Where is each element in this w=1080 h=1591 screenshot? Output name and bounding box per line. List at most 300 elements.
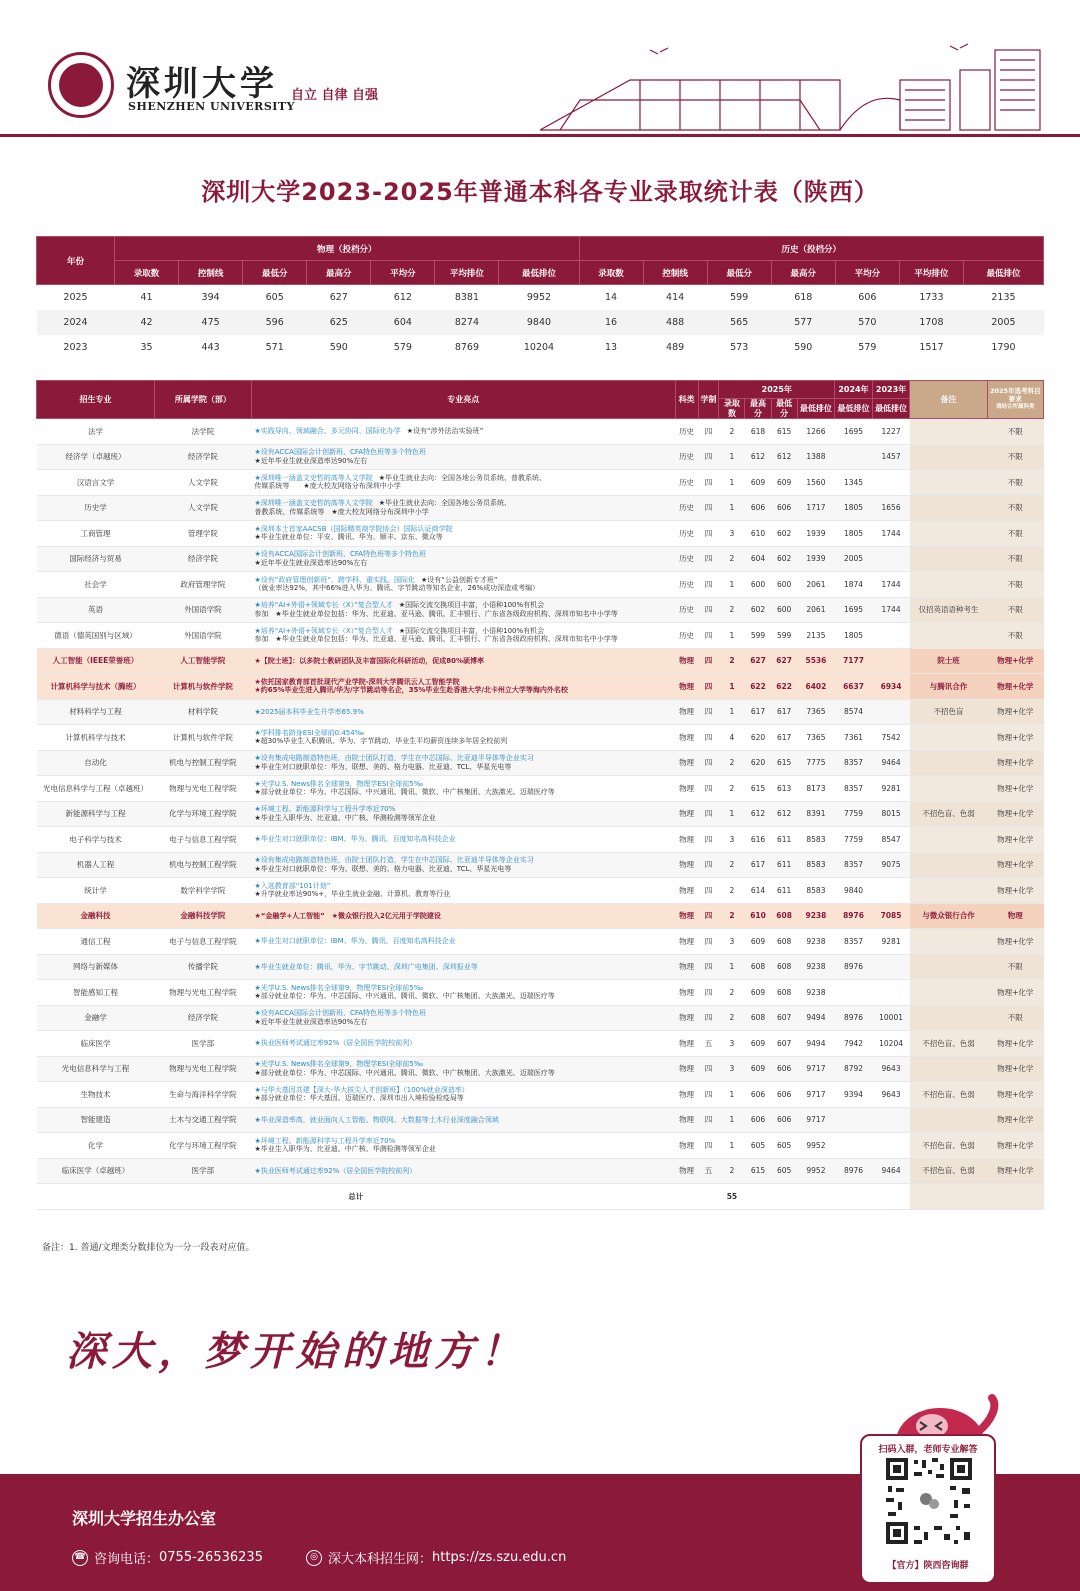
highlight-text: ★学科排名跻身ESI全球前0.454‰ <box>254 728 365 737</box>
college-name: 外国语学院 <box>154 623 251 649</box>
min-rank-2024: 9840 <box>835 878 873 904</box>
min-rank-2025: 7775 <box>797 750 835 776</box>
highlight-line-2: 参加 ★毕业生就业单位包括：华为、比亚迪、亚马逊、腾讯、汇丰银行、广东省各级政府机构、深圳市知名中小学等 <box>254 635 618 644</box>
college-name: 材料学院 <box>154 699 251 725</box>
note: 不招色盲、色弱 <box>910 801 987 827</box>
college-name: 数学科学学院 <box>154 878 251 904</box>
highlight-text: ★培养“AI+外语+领域专长（X）”复合型人才 <box>254 626 393 635</box>
max-score: 605 <box>745 1133 771 1159</box>
highlight-text: ★毕业生对口就职单位：IBM、华为、腾讯、百度知名高科技企业 <box>254 937 456 946</box>
subject-requirement: 物理+化学 <box>987 1082 1043 1108</box>
highlight-line-2: ★近年毕业生就业深造率达90%左右 <box>254 558 368 567</box>
major-name: 工商管理 <box>37 521 155 547</box>
major-name: 临床医学 <box>37 1031 155 1057</box>
summary-physics-cell: 8769 <box>454 341 480 353</box>
history-col-2: 最低分 <box>707 261 771 285</box>
min-rank-2025: 8391 <box>797 801 835 827</box>
min-rank-2025: 2135 <box>797 623 835 649</box>
table-row <box>37 648 1044 674</box>
col-duration: 学制 <box>698 381 719 419</box>
highlight-cell <box>251 878 675 904</box>
min-rank-2025: 8583 <box>797 852 835 878</box>
qr-card <box>860 1434 996 1584</box>
col-highlight: 专业亮点 <box>251 381 675 419</box>
highlight-text-b: ★设有“公益创新专才班” <box>420 575 498 584</box>
min-score: 608 <box>771 954 797 980</box>
table-row <box>37 623 1044 649</box>
note: 院士班 <box>910 648 987 674</box>
min-rank-2023 <box>872 648 910 674</box>
col-2023: 2023年 <box>872 381 910 399</box>
major-name: 金融学 <box>37 1005 155 1031</box>
summary-history-cell: 1733 <box>919 291 944 303</box>
min-rank-2023: 7085 <box>872 903 910 929</box>
min-rank-2025: 9717 <box>797 1082 835 1108</box>
highlight-cell <box>251 521 675 547</box>
summary-physics-cell: 590 <box>329 341 348 353</box>
note <box>910 1056 987 1082</box>
duration: 四 <box>698 623 719 649</box>
subject-requirement: 物理 <box>987 903 1043 929</box>
history-col-4: 平均分 <box>835 261 899 285</box>
qr-code-icon[interactable] <box>884 1456 974 1546</box>
count: 2 <box>719 903 745 929</box>
header-divider <box>0 134 1080 137</box>
globe-icon: ◎ <box>306 1550 322 1566</box>
duration: 四 <box>698 597 719 623</box>
logo-cn: 深圳大学 <box>126 64 278 104</box>
subject-requirement: 物理+化学 <box>987 980 1043 1006</box>
min-rank-2024: 7942 <box>835 1031 873 1057</box>
subject: 物理 <box>675 674 698 700</box>
table-row <box>37 1005 1044 1031</box>
table-row <box>37 1031 1044 1057</box>
min-rank-2024: 2005 <box>835 546 873 572</box>
table-row <box>37 954 1044 980</box>
highlight-cell <box>251 929 675 955</box>
duration: 四 <box>698 546 719 572</box>
col-college: 所属学院（部） <box>154 381 251 419</box>
min-rank-2024: 8976 <box>835 1005 873 1031</box>
highlight-line-2: ★近年毕业生就业深造率达90%左右 <box>254 456 368 465</box>
min-rank-2025: 1939 <box>797 521 835 547</box>
min-rank-2025: 9717 <box>797 1107 835 1133</box>
min-rank-2025: 9952 <box>797 1158 835 1184</box>
subject: 历史 <box>675 623 698 649</box>
duration: 四 <box>698 648 719 674</box>
min-rank-2024: 1805 <box>835 623 873 649</box>
summary-history-cell: 1790 <box>991 341 1016 353</box>
subject-requirement: 不限 <box>987 623 1043 649</box>
highlight-line-2: ★约65%毕业生进入腾讯/华为/字节跳动等名企，35%毕业生赴香港大学/北卡州立大学等海内外名校 <box>254 686 568 695</box>
max-score: 614 <box>745 878 771 904</box>
note <box>910 725 987 751</box>
min-rank-2025: 5536 <box>797 648 835 674</box>
min-rank-2024 <box>835 980 873 1006</box>
highlight-cell <box>251 444 675 470</box>
subject: 历史 <box>675 597 698 623</box>
subject-requirement: 物理+化学 <box>987 1107 1043 1133</box>
subject-requirement: 物理+化学 <box>987 725 1043 751</box>
table-row <box>37 1133 1044 1159</box>
min-rank-2025: 9952 <box>797 1133 835 1159</box>
highlight-cell <box>251 954 675 980</box>
history-col-6: 最低排位 <box>963 261 1043 285</box>
min-score: 605 <box>771 1133 797 1159</box>
min-score: 602 <box>771 546 797 572</box>
table-row <box>37 699 1044 725</box>
highlight-text: ★入选教育部“101计划” <box>254 881 331 890</box>
min-rank-2024: 7177 <box>835 648 873 674</box>
major-name: 化学 <box>37 1133 155 1159</box>
min-rank-2023: 1744 <box>872 597 910 623</box>
min-rank-2023: 9464 <box>872 750 910 776</box>
highlight-cell <box>251 1133 675 1159</box>
highlight-cell <box>251 852 675 878</box>
highlight-text: ★与华大基因共建【深大-华大拔尖人才创新班】（100%就业深造率） <box>254 1085 469 1094</box>
duration: 四 <box>698 776 719 802</box>
college-name: 物理与光电工程学院 <box>154 1056 251 1082</box>
highlight-cell <box>251 1005 675 1031</box>
summary-physics-cell: 9840 <box>499 310 579 335</box>
highlight-line-2: ★毕业生就业单位：平安、腾讯、华为、顺丰、京东、微众等 <box>254 533 443 542</box>
note: 与微众银行合作 <box>910 903 987 929</box>
summary-physics-cell: 596 <box>243 310 307 335</box>
college-name: 电子与信息工程学院 <box>154 929 251 955</box>
min-rank-2023 <box>872 470 910 496</box>
table-row <box>37 1082 1044 1108</box>
college-name: 政府管理学院 <box>154 572 251 598</box>
highlight-text: ★毕业深造率高，就业面向人工智能、物联网、大数据等土木行业深度融合领域 <box>254 1115 499 1124</box>
min-score: 605 <box>771 1158 797 1184</box>
min-rank-2024: 1695 <box>835 597 873 623</box>
min-rank-2023: 8547 <box>872 827 910 853</box>
min-score: 613 <box>771 776 797 802</box>
college-name: 人工智能学院 <box>154 648 251 674</box>
highlight-text-b: ★毕业生就业去向：全国各地公务员系统、 <box>378 499 511 508</box>
physics-col-6: 最低排位 <box>499 261 579 285</box>
table-row <box>37 980 1044 1006</box>
major-name: 计算机科学与技术（腾班） <box>37 674 155 700</box>
summary-history-cell: 618 <box>794 291 813 303</box>
summary-physics-cell: 612 <box>393 291 412 303</box>
highlight-line-1 <box>254 856 672 865</box>
summary-history-cell: 2005 <box>963 310 1043 335</box>
highlight-text: ★环境工程、新能源科学与工程升学率近70% <box>254 1136 396 1145</box>
col-minrank-2023: 最低排位 <box>872 399 910 419</box>
count: 2 <box>719 597 745 623</box>
highlight-line-2: ★升学就业率达90%+，毕业生就业金融、计算机、教育等行业 <box>254 890 451 899</box>
duration: 四 <box>698 521 719 547</box>
highlight-line-1 <box>254 1167 672 1176</box>
subject: 物理 <box>675 903 698 929</box>
subject: 物理 <box>675 750 698 776</box>
subject-requirement: 不限 <box>987 572 1043 598</box>
max-score: 609 <box>745 1056 771 1082</box>
highlight-cell <box>251 1031 675 1057</box>
max-score: 620 <box>745 750 771 776</box>
note: 仅招英语语种考生 <box>910 597 987 623</box>
subject: 物理 <box>675 1005 698 1031</box>
min-rank-2025: 8583 <box>797 878 835 904</box>
summary-row <box>37 310 1044 335</box>
min-rank-2023: 1744 <box>872 572 910 598</box>
highlight-text: ★设有ACCA国际会计创新班、CFA特色班等多个特色班 <box>254 1009 427 1018</box>
min-score: 609 <box>771 470 797 496</box>
subject-requirement: 不限 <box>987 419 1043 445</box>
history-col-1: 控制线 <box>643 261 707 285</box>
subject: 物理 <box>675 801 698 827</box>
page-title: 深圳大学2023-2025年普通本科各专业录取统计表（陕西） <box>201 178 879 206</box>
max-score: 604 <box>745 546 771 572</box>
duration: 四 <box>698 1056 719 1082</box>
highlight-cell <box>251 1082 675 1108</box>
major-name: 智能建造 <box>37 1107 155 1133</box>
min-score: 599 <box>771 623 797 649</box>
college-name: 电子与信息工程学院 <box>154 827 251 853</box>
table-row <box>37 470 1044 496</box>
subject-requirement: 不限 <box>987 495 1043 521</box>
summary-physics-cell: 625 <box>307 310 371 335</box>
major-name: 德语（德英国别与区域） <box>37 623 155 649</box>
footer-phone <box>72 1548 263 1567</box>
min-rank-2024: 8976 <box>835 903 873 929</box>
count: 2 <box>719 878 745 904</box>
subject-requirement: 物理+化学 <box>987 648 1043 674</box>
subject-requirement: 物理+化学 <box>987 1056 1043 1082</box>
min-rank-2025: 9494 <box>797 1005 835 1031</box>
physics-col-3: 最高分 <box>307 261 371 285</box>
college-name: 经济学院 <box>154 546 251 572</box>
site-link[interactable]: https://zs.szu.edu.cn <box>432 1550 567 1565</box>
highlight-line-2: ★部分就业单位：华为、中芯国际、中兴通讯、腾讯、微软、中广核集团、大族激光、迈瑞医疗等 <box>254 1068 555 1077</box>
subject-requirement: 不限 <box>987 444 1043 470</box>
highlight-line-1 <box>254 448 672 457</box>
min-score: 606 <box>771 495 797 521</box>
summary-physics-cell: 8274 <box>435 310 499 335</box>
count: 1 <box>719 699 745 725</box>
table-row <box>37 572 1044 598</box>
logo-en: SHENZHEN UNIVERSITY <box>128 100 295 113</box>
highlight-cell <box>251 623 675 649</box>
duration: 四 <box>698 470 719 496</box>
note <box>910 827 987 853</box>
table-row <box>37 750 1044 776</box>
highlight-text: ★毕业生对口就职单位：IBM、华为、腾讯、百度知名高科技企业 <box>254 835 456 844</box>
highlight-line-1 <box>254 550 672 559</box>
count: 3 <box>719 521 745 547</box>
table-row <box>37 878 1044 904</box>
summary-year: 2023 <box>63 341 88 353</box>
highlight-line-1 <box>254 657 672 666</box>
major-name: 材料科学与工程 <box>37 699 155 725</box>
max-score: 617 <box>745 852 771 878</box>
col-req-sub: 请结合所属科类 <box>996 404 1035 411</box>
table-row <box>37 1158 1044 1184</box>
subject: 物理 <box>675 1133 698 1159</box>
min-rank-2023: 1656 <box>872 495 910 521</box>
highlight-line-1 <box>254 1116 672 1125</box>
duration: 四 <box>698 674 719 700</box>
summary-physics-cell: 9952 <box>526 291 552 303</box>
slogan: 深大，梦开始的地方！ <box>66 1328 526 1375</box>
count: 2 <box>719 419 745 445</box>
min-rank-2024: 7361 <box>835 725 873 751</box>
summary-physics-cell: 35 <box>140 341 153 353</box>
min-score: 606 <box>771 1082 797 1108</box>
college-name: 土木与交通工程学院 <box>154 1107 251 1133</box>
college-name: 医学部 <box>154 1031 251 1057</box>
physics-group-header: 物理（投档分） <box>115 237 580 261</box>
min-rank-2025: 1560 <box>797 470 835 496</box>
total-empty <box>745 1184 910 1210</box>
remark: 备注：1. 普通/文理类分数排位为一分一段表对应值。 <box>42 1243 255 1253</box>
major-name: 历史学 <box>37 495 155 521</box>
table-row <box>37 852 1044 878</box>
subject: 物理 <box>675 725 698 751</box>
min-rank-2025: 9238 <box>797 929 835 955</box>
highlight-line-1 <box>254 963 672 972</box>
min-score: 600 <box>771 572 797 598</box>
min-score: 622 <box>771 674 797 700</box>
highlight-cell <box>251 546 675 572</box>
highlight-text-b: ★毕业生就业去向：全国各地公务员系统、普教系统、 <box>378 473 546 482</box>
total-count: 55 <box>719 1184 745 1210</box>
phone-icon: ☎ <box>72 1550 88 1566</box>
summary-physics-cell: 41 <box>140 291 153 303</box>
highlight-cell <box>251 699 675 725</box>
subject-requirement: 物理+化学 <box>987 699 1043 725</box>
subject: 历史 <box>675 495 698 521</box>
max-score: 610 <box>745 903 771 929</box>
duration: 四 <box>698 980 719 1006</box>
min-rank-2024 <box>835 1107 873 1133</box>
major-name: 计算机科学与技术 <box>37 725 155 751</box>
note: 不招色盲 <box>910 699 987 725</box>
min-score: 607 <box>771 1005 797 1031</box>
min-rank-2025: 9717 <box>797 1056 835 1082</box>
duration: 四 <box>698 572 719 598</box>
duration: 四 <box>698 827 719 853</box>
highlight-text: ★培养“AI+外语+领域专长（X）”复合型人才 <box>254 601 393 610</box>
highlight-line-2: ★近年毕业生就业深造率达90%左右 <box>254 1017 368 1026</box>
college-name: 管理学院 <box>154 521 251 547</box>
highlight-line-1 <box>254 754 672 763</box>
major-name: 临床医学（卓越班） <box>37 1158 155 1184</box>
min-rank-2025: 7365 <box>797 725 835 751</box>
subject: 历史 <box>675 470 698 496</box>
highlight-text: ★深圳唯一涵盖文史哲的高等人文学院 <box>254 473 373 482</box>
note <box>910 623 987 649</box>
highlight-cell <box>251 648 675 674</box>
max-score: 606 <box>745 495 771 521</box>
count: 1 <box>719 1107 745 1133</box>
col-req <box>987 381 1043 419</box>
duration: 四 <box>698 929 719 955</box>
college-name: 外国语学院 <box>154 597 251 623</box>
max-score: 627 <box>745 648 771 674</box>
min-rank-2023 <box>872 954 910 980</box>
count: 1 <box>719 1133 745 1159</box>
major-name: 光电信息科学与工程（卓越班） <box>37 776 155 802</box>
highlight-text: ★设有集成电路制造特色班，由院士团队打造，学生在中芯国际、比亚迪半导体等企业实习 <box>254 856 534 865</box>
summary-history-cell: 13 <box>604 341 618 353</box>
table-row <box>37 776 1044 802</box>
highlight-line-2: （就业率达92%，其中66%进入华为、腾讯、字节跳动等知名企业，26%成功深造或考编） <box>254 584 540 593</box>
min-rank-2025: 8173 <box>797 776 835 802</box>
duration: 四 <box>698 419 719 445</box>
highlight-line-1 <box>254 708 672 717</box>
summary-history-cell: 577 <box>771 310 835 335</box>
duration: 四 <box>698 878 719 904</box>
count: 1 <box>719 495 745 521</box>
college-name: 金融科技学院 <box>154 903 251 929</box>
subject: 物理 <box>675 1056 698 1082</box>
count: 1 <box>719 623 745 649</box>
highlight-text: ★执业医师考试通过率92%（居全国医学院校前列） <box>254 1039 417 1048</box>
summary-history-cell: 2135 <box>991 291 1016 303</box>
max-score: 609 <box>745 470 771 496</box>
max-score: 612 <box>745 801 771 827</box>
duration: 四 <box>698 725 719 751</box>
max-score: 618 <box>745 419 771 445</box>
duration: 四 <box>698 852 719 878</box>
table-row <box>37 1056 1044 1082</box>
subject-requirement: 物理+化学 <box>987 1133 1043 1159</box>
highlight-text: ★毕业生就业单位：腾讯、华为、字节跳动、深圳广电集团、深圳报业等 <box>254 962 478 971</box>
phone-number[interactable]: 0755-26536235 <box>159 1550 263 1565</box>
subject: 物理 <box>675 1158 698 1184</box>
university-seal-icon <box>48 52 114 118</box>
subject-requirement: 物理+化学 <box>987 801 1043 827</box>
summary-physics-cell: 605 <box>265 291 284 303</box>
note <box>910 419 987 445</box>
min-rank-2024: 9394 <box>835 1082 873 1108</box>
highlight-text-b: ★设有“涉外法治实验班” <box>406 427 484 436</box>
duration: 四 <box>698 495 719 521</box>
summary-physics-cell: 8381 <box>454 291 480 303</box>
table-row <box>37 597 1044 623</box>
highlight-line-1 <box>254 1039 672 1048</box>
note <box>910 1107 987 1133</box>
min-rank-2025: 2061 <box>797 572 835 598</box>
subject-requirement: 物理+化学 <box>987 827 1043 853</box>
duration: 四 <box>698 954 719 980</box>
subject-requirement: 物理+化学 <box>987 674 1043 700</box>
min-rank-2024: 8976 <box>835 954 873 980</box>
highlight-text: ★执业医师考试通过率92%（居全国医学院校前列） <box>254 1166 417 1175</box>
min-score: 602 <box>771 521 797 547</box>
history-group-header: 历史（投档分） <box>579 237 1044 261</box>
college-name: 计算机与软件学院 <box>154 674 251 700</box>
min-rank-2023: 9643 <box>872 1056 910 1082</box>
table-row <box>37 801 1044 827</box>
count: 2 <box>719 776 745 802</box>
highlight-cell <box>251 903 675 929</box>
history-col-5: 平均排位 <box>899 261 963 285</box>
highlight-text: ★设有“政府管理创新班”，跨学科、重实践、国际化 <box>254 575 415 584</box>
highlight-text: ★“金融学+人工智能” ★微众银行投入2亿元用于学院建设 <box>254 911 441 920</box>
summary-history-cell: 489 <box>666 341 685 353</box>
college-name: 物理与光电工程学院 <box>154 980 251 1006</box>
summary-year: 2025 <box>63 291 88 303</box>
highlight-cell <box>251 750 675 776</box>
major-name: 英语 <box>37 597 155 623</box>
count: 3 <box>719 1031 745 1057</box>
min-score: 608 <box>771 980 797 1006</box>
min-rank-2025: 1388 <box>797 444 835 470</box>
highlight-text: ★2025届本科毕业生升学率65.9% <box>254 707 364 716</box>
